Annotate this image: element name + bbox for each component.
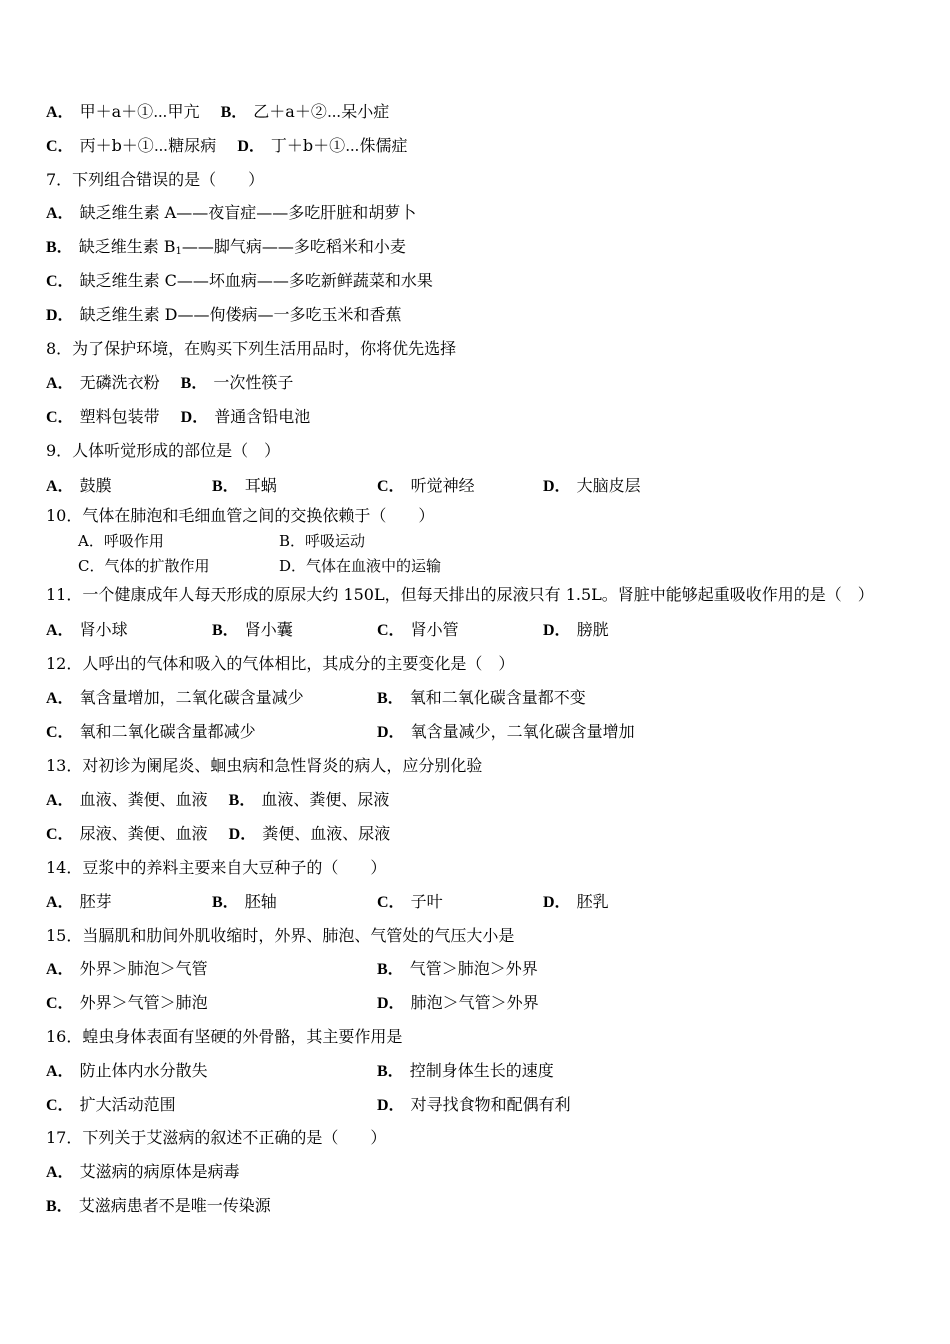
- q13-stem: 13．对初诊为阑尾炎、蛔虫病和急性肾炎的病人，应分别化验: [46, 756, 483, 775]
- option-text: 艾滋病患者不是唯一传染源: [78, 1196, 271, 1215]
- q10-stem: 10．气体在肺泡和毛细血管之间的交换依赖于（ ）: [46, 506, 435, 525]
- q17-stem: 17．下列关于艾滋病的叙述不正确的是（ ）: [46, 1128, 387, 1147]
- q6-option-a: 甲＋a＋①⋯甲亢: [79, 102, 200, 121]
- option-letter: D．: [46, 307, 74, 324]
- q14-option-d: 胚乳: [576, 892, 609, 911]
- subscript: 1: [175, 246, 182, 257]
- q17-option-a: [46, 1162, 240, 1183]
- option-letter: D．: [377, 724, 405, 741]
- option-letter: B．: [180, 375, 208, 392]
- q13-options-row2: [46, 824, 390, 845]
- option-letter: B．: [220, 104, 248, 121]
- q13-options-row1: [46, 790, 389, 811]
- q7-option-b: [46, 237, 406, 262]
- option-letter: B．: [46, 239, 73, 256]
- q8-option-a: 无磷洗衣粉: [79, 373, 160, 392]
- option-letter: B．: [212, 622, 239, 639]
- q6-option-b: 乙＋a＋②⋯呆小症: [253, 102, 390, 121]
- q16-stem: 16．蝗虫身体表面有坚硬的外骨骼，其主要作用是: [46, 1027, 403, 1046]
- q10-option-c: C．气体的扩散作用: [78, 557, 210, 575]
- q6-options-row2: [46, 136, 408, 157]
- q12-option-b: 氧和二氧化碳含量都不变: [409, 688, 586, 707]
- option-letter: C．: [46, 273, 74, 290]
- option-letter: A．: [46, 792, 74, 809]
- option-text: 缺乏维生素 D——佝偻病—一多吃玉米和香蕉: [79, 305, 402, 324]
- q12-option-d: 氧含量减少，二氧化碳含量增加: [410, 722, 635, 741]
- option-text-pre: 缺乏维生素 B: [78, 237, 176, 256]
- q13-option-d: 粪便、血液、尿液: [262, 824, 391, 843]
- option-letter: D．: [228, 826, 257, 843]
- option-letter: A．: [46, 690, 74, 707]
- q9-option-c: 听觉神经: [410, 476, 475, 495]
- option-letter: A．: [46, 478, 74, 495]
- option-letter: D．: [180, 409, 209, 426]
- q12-stem: 12．人呼出的气体和吸入的气体相比，其成分的主要变化是（ ）: [46, 654, 515, 673]
- option-letter: A．: [46, 961, 74, 978]
- option-letter: D．: [543, 622, 571, 639]
- q6-options-row1: [46, 102, 389, 123]
- option-letter: C．: [46, 724, 74, 741]
- option-letter: A．: [46, 104, 74, 121]
- option-letter: D．: [237, 138, 265, 155]
- option-letter: D．: [377, 995, 405, 1012]
- option-letter: B．: [46, 1198, 73, 1215]
- option-letter: A．: [46, 894, 74, 911]
- q14-stem: 14．豆浆中的养料主要来自大豆种子的（ ）: [46, 858, 387, 877]
- option-text: 缺乏维生素 A——夜盲症——多吃肝脏和胡萝卜: [79, 203, 417, 222]
- q16-option-c: 扩大活动范围: [79, 1095, 176, 1114]
- option-letter: D．: [543, 478, 571, 495]
- option-letter: C．: [377, 478, 405, 495]
- q7-stem: 7．下列组合错误的是（ ）: [46, 170, 265, 189]
- q7-option-c: [46, 271, 433, 292]
- option-letter: C．: [46, 995, 74, 1012]
- q13-option-c: 尿液、粪便、血液: [79, 824, 208, 843]
- q14-option-b: 胚轴: [244, 892, 277, 911]
- q15-option-c: 外界＞气管＞肺泡: [79, 993, 208, 1012]
- q14-option-a: 胚芽: [79, 892, 112, 911]
- q15-option-a: 外界＞肺泡＞气管: [79, 959, 208, 978]
- q15-option-b: 气管＞肺泡＞外界: [409, 959, 538, 978]
- option-letter: A．: [46, 375, 74, 392]
- q9-stem: 9．人体听觉形成的部位是（ ）: [46, 441, 281, 460]
- q9-option-a: 鼓膜: [79, 476, 112, 495]
- option-letter: B．: [377, 1063, 404, 1080]
- q9-option-b: 耳蜗: [244, 476, 277, 495]
- q7-option-d: [46, 305, 401, 326]
- q15-option-d: 肺泡＞气管＞外界: [410, 993, 539, 1012]
- option-letter: A．: [46, 622, 74, 639]
- option-letter: A．: [46, 1063, 74, 1080]
- option-letter: B．: [377, 690, 404, 707]
- q13-option-b: 血液、粪便、尿液: [261, 790, 390, 809]
- option-letter: C．: [46, 138, 74, 155]
- q11-option-c: 肾小管: [410, 620, 459, 639]
- option-letter: C．: [46, 409, 74, 426]
- option-text: 艾滋病的病原体是病毒: [79, 1162, 240, 1181]
- q10-options-row2: [78, 556, 442, 576]
- q7-option-a: [46, 203, 416, 224]
- q12-option-a: 氧含量增加，二氧化碳含量减少: [79, 688, 304, 707]
- q6-option-c: 丙＋b＋①⋯糖尿病: [79, 136, 217, 155]
- q13-option-a: 血液、粪便、血液: [79, 790, 208, 809]
- option-letter: C．: [46, 826, 74, 843]
- q11-stem: 11．一个健康成年人每天形成的原尿大约 150L，但每天排出的尿液只有 1.5L。肾脏中能够起重吸收作用的是（ ）: [46, 585, 874, 604]
- q17-option-b: [46, 1196, 271, 1217]
- option-letter: B．: [212, 894, 239, 911]
- option-letter: C．: [46, 1097, 74, 1114]
- q12-option-c: 氧和二氧化碳含量都减少: [79, 722, 256, 741]
- q10-option-a: A．呼吸作用: [78, 532, 164, 550]
- q11-option-a: 肾小球: [79, 620, 128, 639]
- option-letter: A．: [46, 205, 74, 222]
- q8-stem: 8．为了保护环境，在购买下列生活用品时，你将优先选择: [46, 339, 457, 358]
- option-letter: C．: [377, 894, 405, 911]
- option-letter: A．: [46, 1164, 74, 1181]
- q8-options-row2: [46, 407, 310, 428]
- q11-option-b: 肾小囊: [244, 620, 293, 639]
- q10-option-d: D．气体在血液中的运输: [279, 557, 442, 575]
- q16-option-a: 防止体内水分散失: [79, 1061, 208, 1080]
- q8-options-row1: [46, 373, 293, 394]
- q16-option-d: 对寻找食物和配偶有利: [410, 1095, 571, 1114]
- q14-option-c: 子叶: [410, 892, 443, 911]
- option-letter: B．: [228, 792, 256, 809]
- option-letter: B．: [212, 478, 239, 495]
- option-letter: D．: [377, 1097, 405, 1114]
- option-letter: C．: [377, 622, 405, 639]
- q6-option-d: 丁＋b＋①⋯侏儒症: [270, 136, 408, 155]
- option-text-post: ——脚气病——多吃稻米和小麦: [181, 237, 406, 256]
- q11-option-d: 膀胱: [576, 620, 609, 639]
- q15-stem: 15．当膈肌和肋间外肌收缩时，外界、肺泡、气管处的气压大小是: [46, 926, 515, 945]
- option-text: 缺乏维生素 C——坏血病——多吃新鲜蔬菜和水果: [79, 271, 433, 290]
- q16-option-b: 控制身体生长的速度: [409, 1061, 554, 1080]
- q8-option-c: 塑料包装带: [79, 407, 160, 426]
- q8-option-d: 普通含铅电池: [214, 407, 311, 426]
- q10-options-row1: [78, 531, 366, 551]
- q8-option-b: 一次性筷子: [213, 373, 294, 392]
- option-letter: B．: [377, 961, 404, 978]
- q10-option-b: B．呼吸运动: [279, 532, 366, 550]
- option-letter: D．: [543, 894, 571, 911]
- q9-option-d: 大脑皮层: [576, 476, 641, 495]
